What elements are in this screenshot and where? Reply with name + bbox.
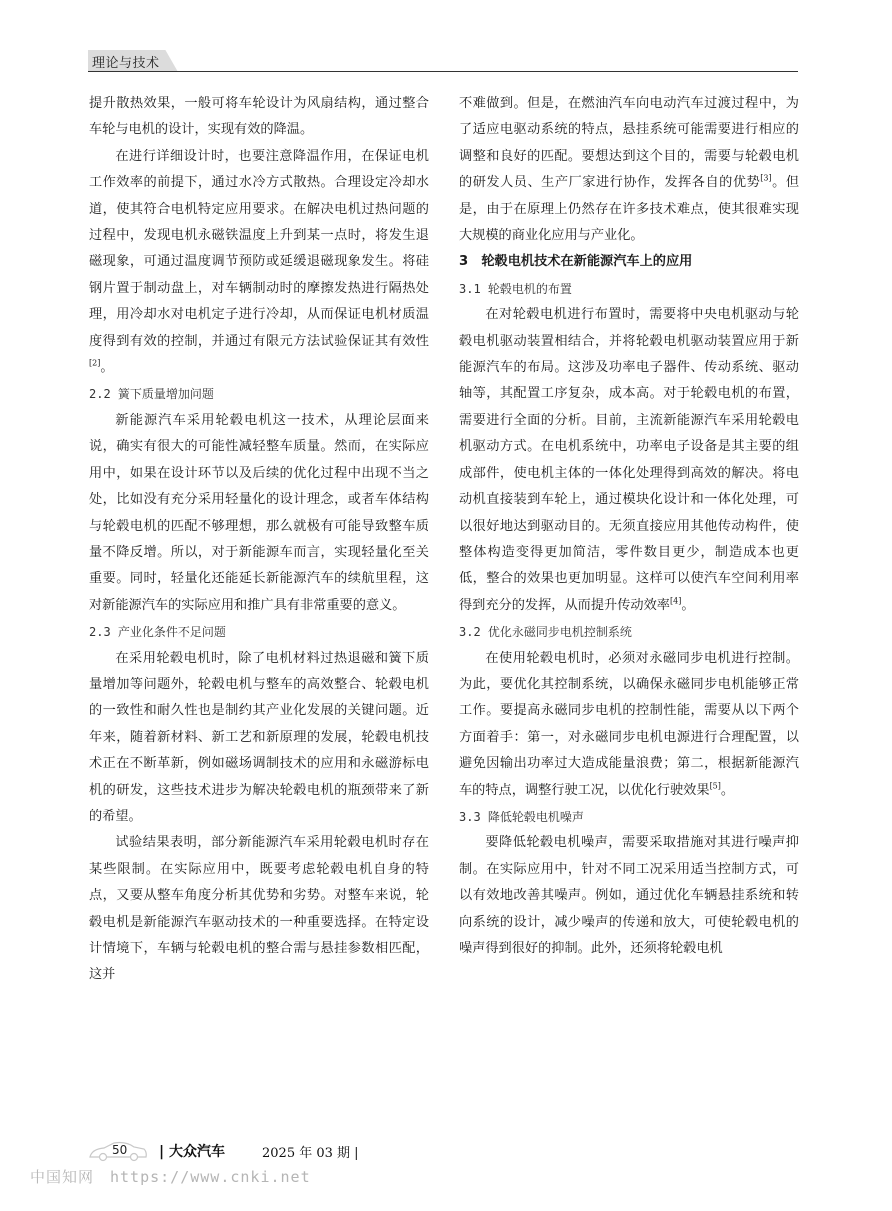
citation-ref: [4] (670, 596, 682, 606)
citation-ref: [2] (89, 358, 101, 368)
paragraph-text: 要降低轮毂电机噪声，需要采取措施对其进行噪声抑制。在实际应用中，针对不同工况采用适当控制方式，可以有效地改善其噪声。例如，通过优化车辆悬挂系统和转向系统的设计，减少噪声的传递和放大，可使轮毂电机的噪声得到很好的抑制。此外，还须将轮毂电机 (459, 835, 799, 956)
paragraph (459, 830, 799, 962)
paragraph (459, 302, 799, 619)
section-heading-2-3: 2.3 产业化条件不足问题 (89, 625, 226, 640)
page-number: 50 (112, 1143, 128, 1157)
paragraph-text: 试验结果表明，部分新能源汽车采用轮毂电机时存在某些限制。在实际应用中，既要考虑轮毂电机自身的特点，又要从整车角度分析其优势和劣势。对整车来说，轮毂电机是新能源汽车驱动技术的一种重要选择。在特定设计情境下，车辆与轮毂电机的整合需与悬挂参数相匹配，这并 (89, 835, 429, 983)
paragraph (89, 830, 429, 988)
section-heading-3: 3 轮毂电机技术在新能源汽车上的应用 (459, 254, 693, 270)
paragraph (459, 91, 799, 249)
section-heading-3-3: 3.3 降低轮毂电机噪声 (459, 809, 584, 824)
section-heading-2-2: 2.2 簧下质量增加问题 (89, 387, 214, 402)
paragraph-end: 。 (100, 360, 114, 376)
citation-ref: [5] (709, 781, 721, 791)
paragraph (459, 646, 799, 804)
paragraph-end: 。 (681, 597, 695, 613)
paragraph-end: 。但是，由于在原理上仍然存在许多技术难点，使其很难实现大规模的商业化应用与产业化。 (459, 175, 800, 244)
section-heading-3-1: 3.1 轮毂电机的布置 (459, 281, 572, 296)
paragraph-text: 在进行详细设计时，也要注意降温作用，在保证电机工作效率的前提下，通过水冷方式散热。合理设定冷却水道，使其符合电机特定应用要求。在解决电机过热问题的过程中，发现电机永磁铁温度上升到某一点时，将发生退磁现象，可通过温度调节预防或延缓退磁现象发生。将硅钢片置于制动盘上，对车辆制动时的摩擦发热进行隔热处理，用冷却水对电机定子进行冷却，从而保证电机材质温度得到有效的控制，并通过有限元方法试验保证其有效性 (89, 148, 429, 349)
paragraph (89, 144, 429, 382)
section-heading-3-2: 3.2 优化永磁同步电机控制系统 (459, 625, 632, 640)
paragraph-text: 提升散热效果，一般可将车轮设计为风扇结构，通过整合车轮与电机的设计，实现有效的降温。 (89, 96, 429, 138)
paragraph (89, 408, 429, 619)
paragraph (89, 91, 429, 144)
paragraph-text: 不难做到。但是，在燃油汽车向电动汽车过渡过程中，为了适应电驱动系统的特点，悬挂系统可能需要进行相应的调整和良好的匹配。要想达到这个目的，需要与轮毂电机的研发人员、生产厂家进行协作，发挥各自的优势 (459, 96, 799, 191)
paragraph-text: 在使用轮毂电机时，必须对永磁同步电机进行控制。为此，要优化其控制系统，以确保永磁同步电机能够正常工作。要提高永磁同步电机的控制性能，需要从以下两个方面着手：第一，对永磁同步电机电源进行合理配置，以避免因输出功率过大造成能量浪费；第二，根据新能源汽车的特点，调整行驶工况，以优化行驶效果 (459, 650, 799, 798)
journal-issue: 2025 年 03 期 | (262, 1146, 359, 1161)
journal-name: | 大众汽车 (159, 1144, 225, 1160)
paragraph-text: 在采用轮毂电机时，除了电机材料过热退磁和簧下质量增加等问题外，轮毂电机与整车的高效整合、轮毂电机的一致性和耐久性也是制约其产业化发展的关键问题。近年来，随着新材料、新工艺和新原理的发展，轮毂电机技术正在不断革新，例如磁场调制技术的应用和永磁游标电机的研发，这些技术进步为解决轮毂电机的瓶颈带来了新的希望。 (89, 650, 429, 824)
header-rule (88, 71, 798, 72)
citation-ref: [3] (760, 173, 772, 183)
paragraph-text: 在对轮毂电机进行布置时，需要将中央电机驱动与轮毂电机驱动装置相结合，并将轮毂电机驱动装置应用于新能源汽车的布局。这涉及功率电子器件、传动系统、驱动轴等，其配置工序复杂，成本高。对于轮毂电机的布置，需要进行全面的分析。目前，主流新能源汽车采用轮毂电机驱动方式。在电机系统中，功率电子设备是其主要的组成部件，使电机主体的一体化处理得到高效的解决。将电动机直接装到车轮上，通过模块化设计和一体化处理，可以很好地达到驱动目的。无须直接应用其他传动构件，使整体构造变得更加简洁，零件数目更少，制造成本也更低，整合的效果也更加明显。这样可以使汽车空间利用率得到充分的发挥，从而提升传动效率 (459, 307, 799, 613)
paragraph-end: 。 (720, 782, 735, 798)
paragraph-text: 新能源汽车采用轮毂电机这一技术，从理论层面来说，确实有很大的可能性减轻整车质量。然而，在实际应用中，如果在设计环节以及后续的优化过程中出现不当之处，比如没有充分采用轻量化的设计理念，或者车体结构与轮毂电机的匹配不够理想，那么就极有可能导致整车质量不降反增。所以，对于新能源车而言，实现轻量化至关重要。同时，轻量化还能延长新能源汽车的续航里程，这对新能源汽车的实际应用和推广具有非常重要的意义。 (89, 412, 429, 613)
section-label: 理论与技术 (92, 56, 160, 71)
paragraph (89, 646, 429, 831)
cnki-watermark: 中国知网 https://www.cnki.net (30, 1168, 311, 1186)
left-column (89, 91, 429, 989)
right-column (459, 91, 799, 962)
